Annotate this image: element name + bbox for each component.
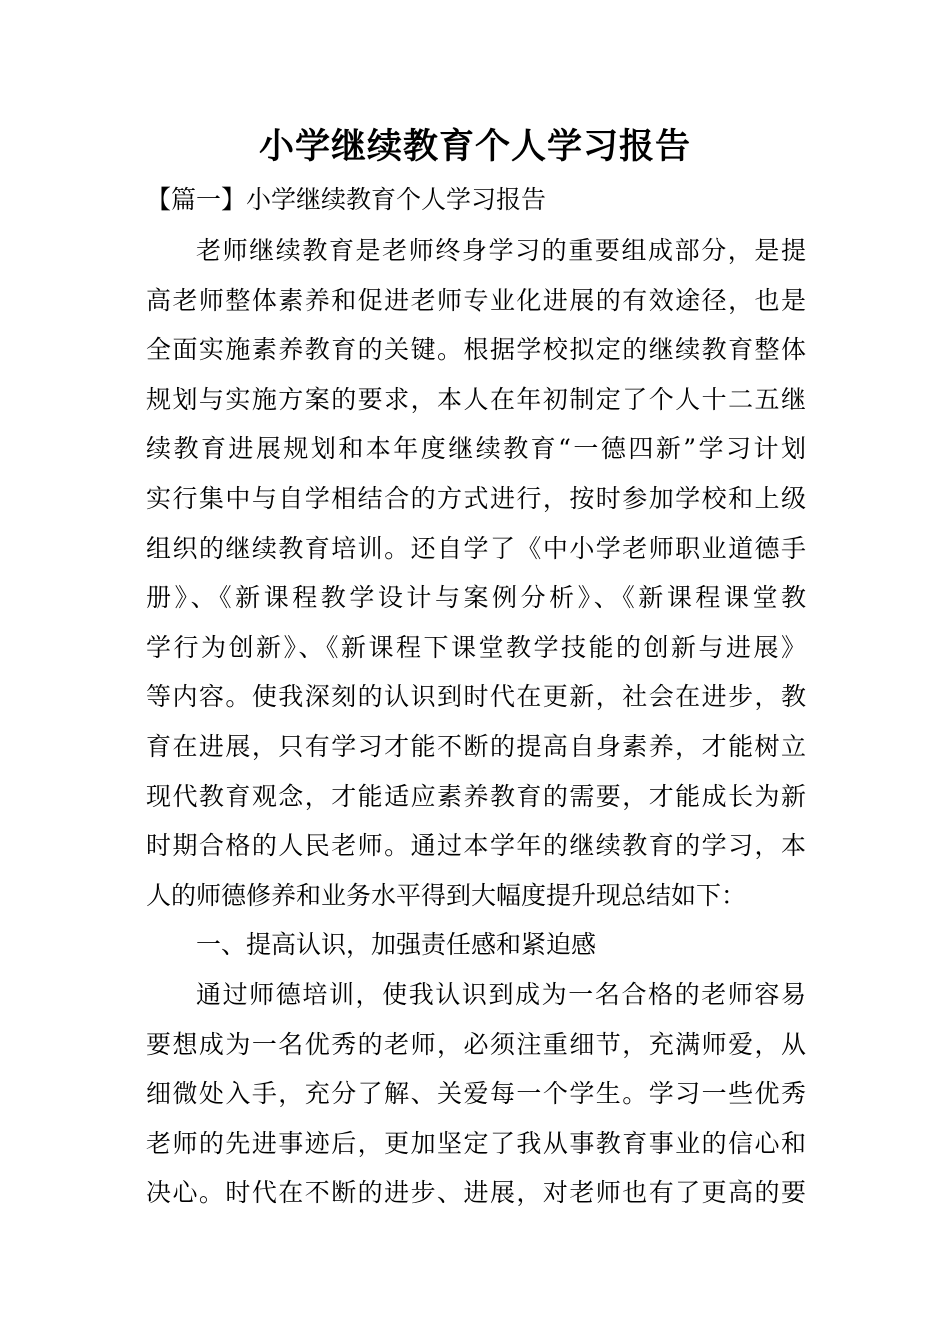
text-line: 要想成为一名优秀的老师，必须注重细节，充满师爱，从 (146, 1029, 806, 1059)
text-line: 续教育进展规划和本年度继续教育“一德四新”学习计划 (146, 434, 806, 464)
document-title: 小学继续教育个人学习报告 (258, 126, 691, 167)
text-line: 人的师德修养和业务水平得到大幅度提升现总结如下： (146, 880, 747, 910)
document-body (146, 226, 806, 1218)
text-line: 细微处入手，充分了解、关爱每一个学生。学习一些优秀 (146, 1079, 806, 1109)
text-line: 通过师德培训，使我认识到成为一名合格的老师容易 (196, 979, 806, 1009)
text-line: 学行为创新》、《新课程下课堂教学技能的创新与进展》 (146, 632, 806, 662)
text-line: 现代教育观念，才能适应素养教育的需要，才能成长为新 (146, 781, 806, 811)
text-line: 等内容。使我深刻的认识到时代在更新，社会在进步，教 (146, 682, 806, 712)
text-line: 高老师整体素养和促进老师专业化进展的有效途径，也是 (146, 285, 806, 315)
section-heading: 一、提高认识，加强责任感和紧迫感 (196, 930, 597, 960)
text-line: 全面实施素养教育的关键。根据学校拟定的继续教育整体 (146, 335, 806, 365)
text-line: 老师继续教育是老师终身学习的重要组成部分，是提 (196, 236, 806, 265)
text-line: 实行集中与自学相结合的方式进行，按时参加学校和上级 (146, 483, 806, 513)
text-line: 组织的继续教育培训。还自学了《中小学老师职业道德手 (146, 533, 806, 563)
document-subtitle: 【篇一】小学继续教育个人学习报告 (146, 185, 547, 214)
text-line: 时期合格的人民老师。通过本学年的继续教育的学习，本 (146, 831, 806, 861)
text-line: 老师的先进事迹后，更加坚定了我从事教育事业的信心和 (146, 1128, 806, 1158)
text-line: 育在进展，只有学习才能不断的提高自身素养，才能树立 (146, 731, 806, 761)
text-line: 决心。时代在不断的进步、进展，对老师也有了更高的要 (146, 1178, 806, 1208)
text-line: 册》、《新课程教学设计与案例分析》、《新课程课堂教 (146, 583, 806, 613)
text-line: 规划与实施方案的要求，本人在年初制定了个人十二五继 (146, 384, 806, 414)
